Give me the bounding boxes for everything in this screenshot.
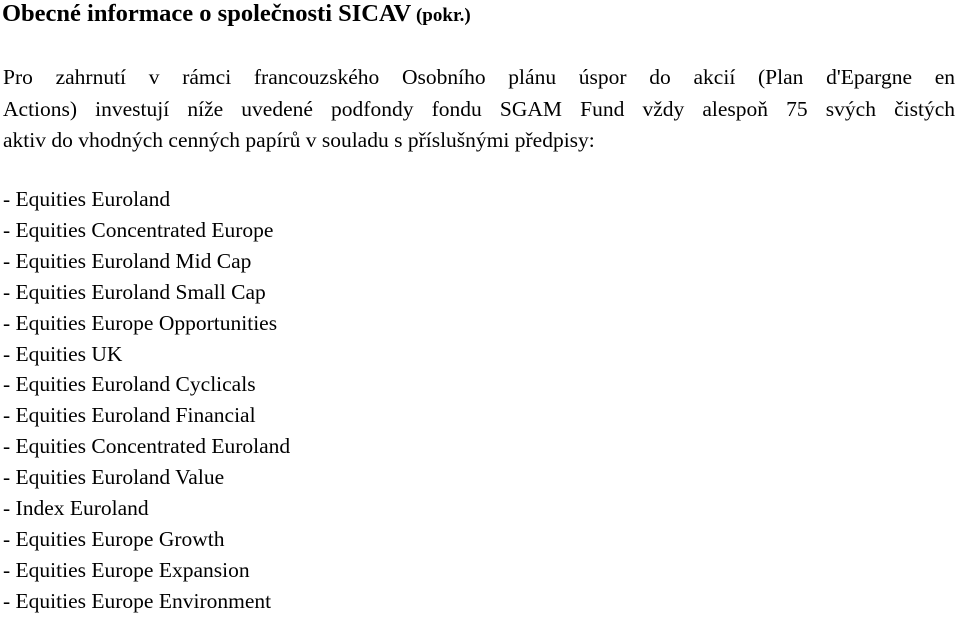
fund-list (3, 184, 290, 617)
list-item: - Equities UK (3, 341, 123, 366)
intro-line: Pro zahrnutí v rámci francouzského Osobního plánu úspor do akcií (Plan d'Epargne en (3, 65, 955, 89)
page-title-main: Obecné informace o společnosti SICAV (2, 0, 412, 27)
list-item: - Equities Europe Expansion (3, 557, 250, 582)
page-title-suffix: (pokr.) (411, 5, 471, 26)
list-item: - Equities Concentrated Euroland (3, 434, 291, 459)
list-item: - Index Euroland (3, 496, 149, 521)
list-item: - Equities Euroland Mid Cap (3, 248, 252, 273)
intro-line: Actions) investují níže uvedené podfondy fondu SGAM Fund vždy alespoň 75 svých čistých (3, 96, 955, 121)
list-item: - Equities Europe Growth (3, 526, 225, 551)
list-item: - Equities Euroland Small Cap (3, 279, 266, 304)
list-item: - Equities Europe Environment (3, 588, 272, 613)
list-item: - Equities Europe Opportunities (3, 310, 278, 335)
list-item: - Equities Euroland Financial (3, 403, 256, 428)
intro-paragraph (3, 62, 955, 157)
intro-line: aktiv do vhodných cenných papírů v souladu s příslušnými předpisy: (3, 128, 595, 152)
list-item: - Equities Euroland (3, 187, 171, 211)
list-item: - Equities Euroland Value (3, 465, 225, 490)
list-item: - Equities Concentrated Europe (3, 217, 274, 242)
page-title (2, 0, 471, 31)
list-item: - Equities Euroland Cyclicals (3, 372, 256, 397)
